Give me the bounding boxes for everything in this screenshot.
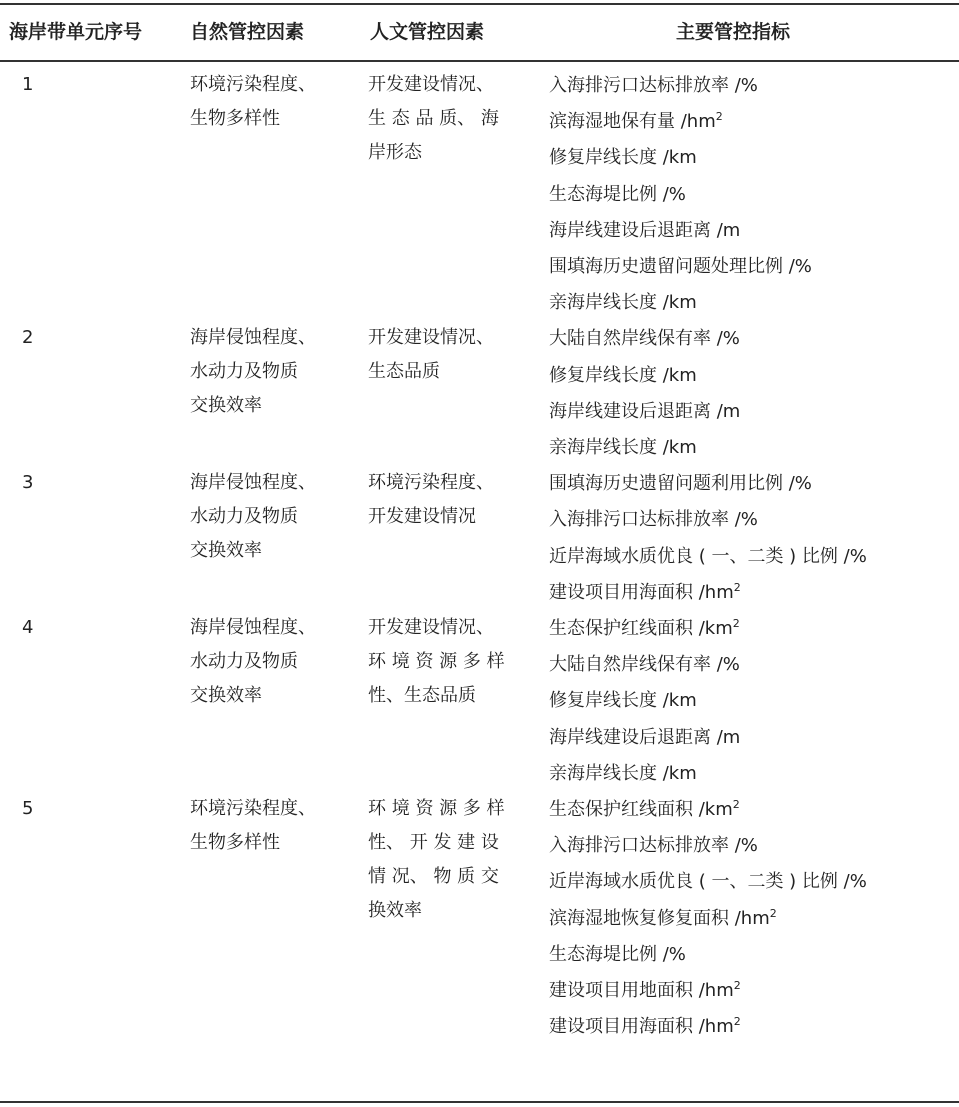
natural-factor-line: 交换效率 [190, 540, 262, 562]
unit-number: 2 [22, 327, 34, 349]
indicator-item: 生态保护红线面积 $/km^2$ [549, 617, 740, 639]
indicator-item: 建设项目用海面积 $/hm^2$ [549, 1015, 741, 1038]
human-factor-line: 性、 开 发 建 设 [368, 832, 499, 853]
indicator-item: 近岸海域水质优良 ( 一、二类 ) 比例 /% [549, 871, 867, 893]
indicator-item: 建设项目用海面积 $/hm^2$ [549, 580, 741, 603]
natural-factors [190, 321, 340, 423]
indicator-list [549, 321, 954, 466]
indicator-item: 建设项目用地面积 $/hm^2$ [549, 978, 741, 1001]
human-factors [368, 466, 518, 534]
indicator-item: 生态保护红线面积 $/km^2$ [549, 798, 740, 820]
indicator-item: 亲海岸线长度 /km [549, 762, 697, 784]
unit-superscript: 2 [733, 1015, 741, 1029]
indicator-item: 海岸线建设后退距离 /m [549, 726, 741, 748]
natural-factor-line: 生物多样性 [190, 832, 280, 853]
indicator-list [549, 611, 954, 792]
natural-factor-line: 交换效率 [190, 685, 262, 706]
human-factors [368, 792, 518, 928]
human-factor-line: 环境污染程度、 [368, 472, 494, 494]
human-factor-line: 情 况、 物 质 交 [368, 866, 499, 887]
natural-factor-line: 环境污染程度、 [190, 74, 316, 95]
indicator-item: 修复岸线长度 /km [549, 364, 697, 386]
natural-factor-line: 海岸侵蚀程度、 [190, 472, 316, 494]
natural-factor-line: 海岸侵蚀程度、 [190, 327, 316, 349]
human-factors [368, 68, 518, 170]
table-top-rule [0, 3, 959, 5]
natural-factor-line: 水动力及物质 [190, 361, 298, 383]
indicator-item: 围填海历史遗留问题利用比例 /% [549, 473, 812, 495]
unit-number: 3 [22, 472, 34, 494]
indicator-item: 亲海岸线长度 /km [549, 436, 697, 458]
header-unit-number: 海岸带单元序号 [9, 21, 143, 43]
unit-superscript: 2 [715, 110, 723, 124]
human-factor-line: 性、生态品质 [368, 685, 476, 706]
indicator-item: 近岸海域水质优良 ( 一、二类 ) 比例 /% [549, 545, 867, 567]
unit-number: 4 [22, 617, 34, 638]
table-header-rule [0, 60, 959, 62]
unit-superscript: 2 [732, 798, 740, 811]
natural-factors [190, 792, 340, 860]
indicator-item: 生态海堤比例 /% [549, 943, 686, 965]
indicator-item: 修复岸线长度 /km [549, 147, 697, 169]
natural-factors [190, 466, 340, 568]
unit-superscript: 2 [733, 978, 741, 992]
indicator-item: 修复岸线长度 /km [549, 690, 697, 712]
natural-factors [190, 611, 340, 713]
natural-factors [190, 68, 340, 136]
human-factor-line: 岸形态 [368, 142, 422, 163]
indicator-item: 大陆自然岸线保有率 /% [549, 654, 740, 676]
natural-factor-line: 交换效率 [190, 395, 262, 417]
indicator-item: 海岸线建设后退距离 /m [549, 219, 741, 241]
table-bottom-rule [0, 1101, 959, 1103]
indicator-item: 入海排污口达标排放率 /% [549, 835, 758, 857]
human-factor-line: 开发建设情况、 [368, 74, 494, 95]
human-factor-line: 开发建设情况 [368, 506, 476, 528]
natural-factor-line: 海岸侵蚀程度、 [190, 617, 316, 638]
indicator-list [549, 792, 954, 1045]
indicator-item: 生态海堤比例 /% [549, 183, 686, 205]
unit-superscript: 2 [732, 617, 740, 630]
indicator-item: 亲海岸线长度 /km [549, 292, 697, 314]
natural-factor-line: 生物多样性 [190, 108, 280, 129]
indicator-item: 海岸线建设后退距离 /m [549, 400, 741, 422]
indicator-item: 滨海湿地保有量 $/hm^2$ [549, 110, 723, 133]
human-factor-line: 环 境 资 源 多 样 [368, 651, 505, 672]
human-factor-line: 环 境 资 源 多 样 [368, 798, 505, 819]
unit-number: 1 [22, 74, 34, 95]
unit-number: 5 [22, 798, 34, 819]
human-factors [368, 321, 518, 389]
header-natural-factors: 自然管控因素 [190, 21, 305, 43]
natural-factor-line: 水动力及物质 [190, 651, 298, 672]
unit-superscript: 2 [733, 580, 741, 594]
human-factor-line: 生 态 品 质、 海 [368, 108, 499, 129]
unit-superscript: 2 [769, 906, 777, 920]
indicator-item: 滨海湿地恢复修复面积 $/hm^2$ [549, 906, 777, 929]
indicator-item: 入海排污口达标排放率 /% [549, 509, 758, 531]
indicator-item: 入海排污口达标排放率 /% [549, 75, 758, 96]
human-factor-line: 开发建设情况、 [368, 327, 494, 349]
human-factor-line: 开发建设情况、 [368, 617, 494, 638]
natural-factor-line: 水动力及物质 [190, 506, 298, 528]
indicator-item: 大陆自然岸线保有率 /% [549, 328, 740, 350]
natural-factor-line: 环境污染程度、 [190, 798, 316, 819]
human-factors [368, 611, 518, 713]
indicator-list [549, 68, 954, 321]
human-factor-line: 生态品质 [368, 361, 440, 383]
human-factor-line: 换效率 [368, 900, 422, 921]
indicator-item: 围填海历史遗留问题处理比例 /% [549, 255, 812, 277]
indicator-list [549, 466, 954, 611]
header-human-factors: 人文管控因素 [370, 21, 485, 43]
header-main-indicators: 主要管控指标 [676, 21, 791, 43]
